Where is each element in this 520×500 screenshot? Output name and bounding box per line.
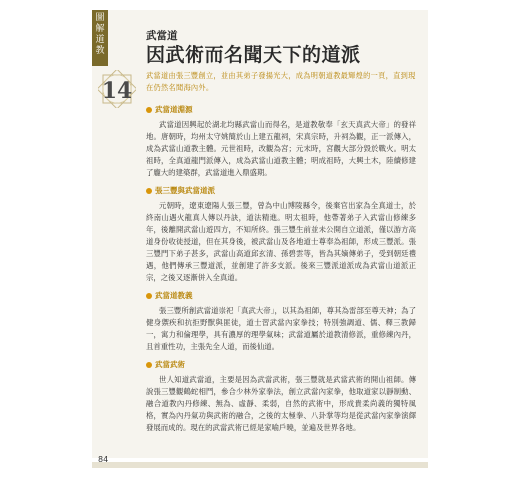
intro-text: 武當道由張三豐創立，並由其弟子發揚光大，成為明朝道教最輝煌的一頁，直到現在仍然名聞海內外。	[146, 71, 416, 92]
section-heading-label: 武當道淵源	[155, 105, 193, 114]
section-heading	[146, 359, 416, 370]
section-body: 張三豐所創武當道崇祀「真武大帝」，以其為祖師，尊其為雷部至尊天神；為了健身禦疾和抗拒野獸與匪徒，道士習武當內家拳技；特別強調道、儒、釋三教歸一，寓力和倫理學，具有濃厚的理學氣味；武當道屬於道教清修派，重修練內丹，且首重性功，主張先全人道，而後仙道。	[146, 306, 416, 351]
page-number: 84	[98, 455, 109, 464]
bullet-icon	[146, 362, 152, 368]
series-title: 武當道	[146, 30, 178, 42]
section	[146, 290, 416, 353]
section-heading-label: 張三豐與武當道派	[155, 186, 215, 195]
sections	[146, 104, 416, 440]
page-title: 因武術而名聞天下的道派	[146, 44, 361, 66]
section	[146, 185, 416, 284]
section-body: 世人知道武當道，主要是因為武當武術，張三豐就是武當武術的開山祖師。傳說張三豐觀鶴蛇相鬥，參合少林外家拳法，創立武當內家拳，他取道家以靜制動、融合道教內丹修練、無為、虛靜、柔弱，自然的武術中，形成貴柔尚義的獨特風格，實為內丹氣功與武術的融合，之後的太極拳、八卦掌等均是從武當內家拳演繹發展而成的。現在的武當武術已經是家喻戶曉，並遍及世界各地。	[146, 375, 416, 432]
footer-stripe	[92, 462, 428, 468]
section	[146, 104, 416, 179]
side-tab-char: 解	[95, 24, 105, 34]
section-heading	[146, 290, 416, 301]
section-heading-label: 武當道教義	[155, 291, 193, 300]
bullet-icon	[146, 188, 152, 194]
section-body: 元朝時，遼東遼陽人張三豐，曾為中山博陵縣令，後棄官出家為全真道士，於終南山遇火龍真人傳以丹訣，道法精進。明太祖時，他帶著弟子入武當山修練多年，後離開武當山遊四方，不知所終。張三豐生前並未公開自立道派，僅以游方高道身份收徒授道，但在其身後，被武當山及各地道士尊奉為祖師，形成三豐派。張三豐門下弟子甚多，武當山高道邱玄清、孫碧雲等，皆為其嫡傳弟子，受到朝廷禮遇，他們傳承三豐道派，並創建了許多支派。後來三豐派道派成為武當山道派正宗，之後又逐漸併入全真道。	[146, 201, 416, 282]
section-heading	[146, 104, 416, 115]
section-heading-label: 武當武術	[155, 360, 185, 369]
bullet-icon	[146, 293, 152, 299]
section	[146, 359, 416, 434]
side-tab-char: 教	[95, 46, 105, 56]
side-tab	[92, 10, 108, 66]
section-body: 武當道因興起於湖北均縣武當山而得名，是道教敬奉「玄天真武大帝」的發祥地。唐朝時，均州太守姚簡於山上建五龍祠，宋真宗時，升祠為觀，正一派傳入，成為武當山道教主體。元世祖時，改觀為宮；元末時，宮觀大部分毀於戰火。明太祖時，全真道龍門派傳入，成為武當山道教主體；明成祖時，大興土木，陸續修建了龐大的建築群，武當道進入鼎盛期。	[146, 120, 416, 177]
side-tab-char: 道	[95, 35, 105, 45]
section-heading	[146, 185, 416, 196]
bullet-icon	[146, 107, 152, 113]
chapter-number: 14	[101, 78, 133, 104]
side-tab-char: 圖	[95, 13, 105, 23]
